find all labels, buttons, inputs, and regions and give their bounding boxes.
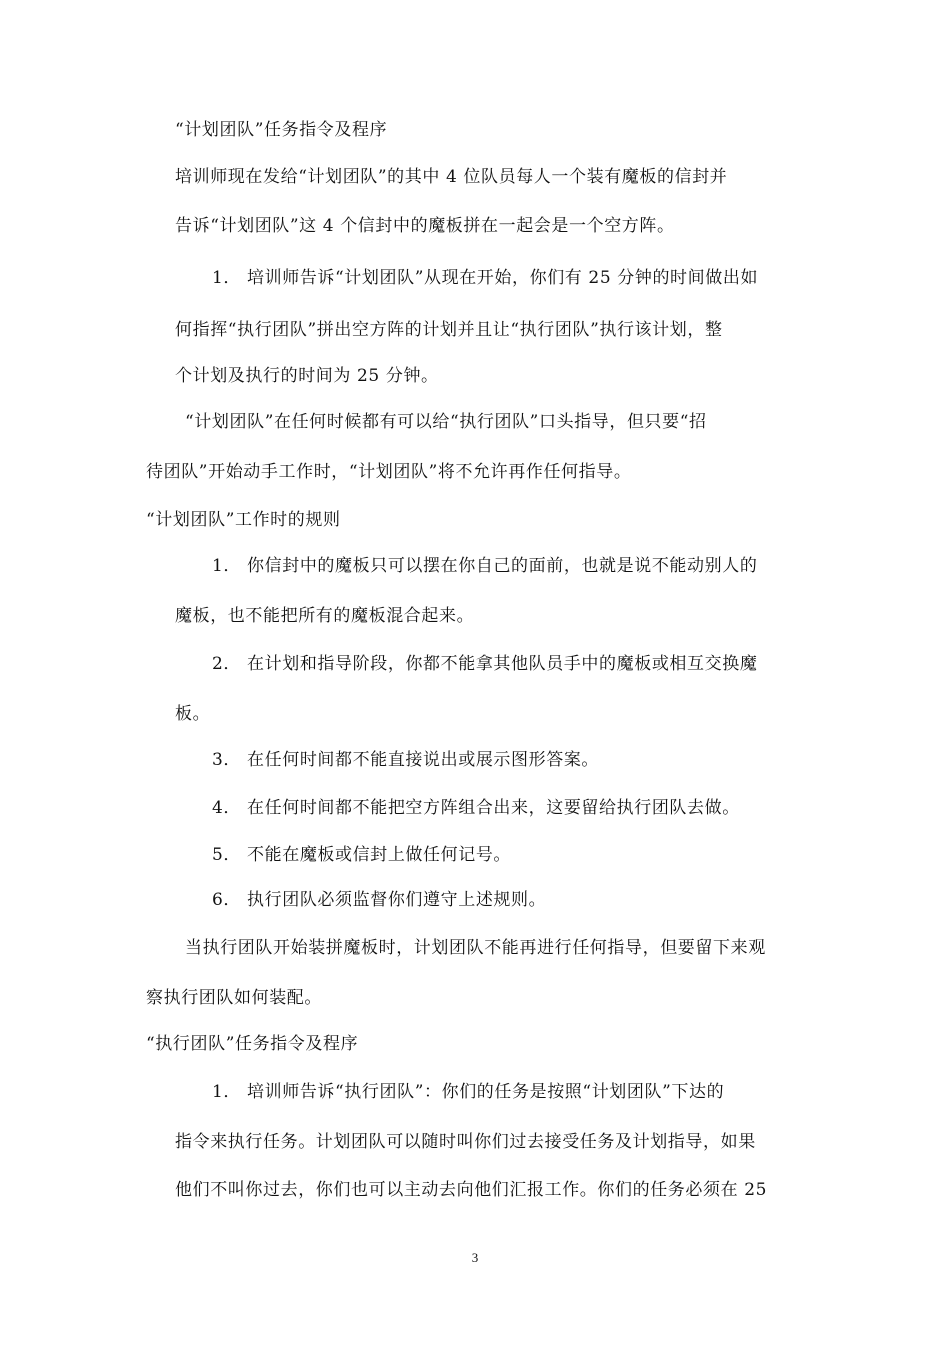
paragraph-line: 当执行团队开始装拼魔板时，计划团队不能再进行任何指导，但要留下来观 <box>185 938 766 958</box>
paragraph-line: 他们不叫你过去，你们也可以主动去向他们汇报工作。你们的任务必须在 25 <box>175 1180 768 1200</box>
page-number: 3 <box>471 1250 479 1265</box>
list-item-line: 2． 在计划和指导阶段，你都不能拿其他队员手中的魔板或相互交换魔 <box>212 654 758 674</box>
list-item-line: 3． 在任何时间都不能直接说出或展示图形答案。 <box>212 750 600 770</box>
section-heading-planning-team-rules: “计划团队”工作时的规则 <box>146 510 341 530</box>
paragraph-line: 告诉“计划团队”这 4 个信封中的魔板拼在一起会是一个空方阵。 <box>175 216 675 236</box>
list-item-line: 1． 你信封中的魔板只可以摆在你自己的面前，也就是说不能动别人的 <box>212 556 758 576</box>
section-heading-execution-team-instructions: “执行团队”任务指令及程序 <box>146 1034 359 1054</box>
section-heading-planning-team-instructions: “计划团队”任务指令及程序 <box>175 120 388 140</box>
paragraph-line: 察执行团队如何装配。 <box>146 988 322 1008</box>
list-item-line: 1． 培训师告诉“执行团队”：你们的任务是按照“计划团队”下达的 <box>212 1082 725 1102</box>
paragraph-line: 待团队”开始动手工作时，“计划团队”将不允许再作任何指导。 <box>146 462 632 482</box>
list-item-line: 1． 培训师告诉“计划团队”从现在开始，你们有 25 分钟的时间做出如 <box>212 268 759 288</box>
paragraph-line: 何指挥“执行团队”拼出空方阵的计划并且让“执行团队”执行该计划，整 <box>175 320 723 340</box>
paragraph-line: 培训师现在发给“计划团队”的其中 4 位队员每人一个装有魔板的信封并 <box>175 167 728 187</box>
list-item-line: 5． 不能在魔板或信封上做任何记号。 <box>212 845 512 865</box>
paragraph-line: 魔板，也不能把所有的魔板混合起来。 <box>175 606 475 626</box>
paragraph-line: 个计划及执行的时间为 25 分钟。 <box>175 366 439 386</box>
paragraph-line: 指令来执行任务。计划团队可以随时叫你们过去接受任务及计划指导，如果 <box>175 1132 756 1152</box>
list-item-line: 6． 执行团队必须监督你们遵守上述规则。 <box>212 890 547 910</box>
paragraph-line: “计划团队”在任何时候都有可以给“执行团队”口头指导，但只要“招 <box>185 412 707 432</box>
paragraph-line: 板。 <box>175 704 211 724</box>
list-item-line: 4． 在任何时间都不能把空方阵组合出来，这要留给执行团队去做。 <box>212 798 740 818</box>
